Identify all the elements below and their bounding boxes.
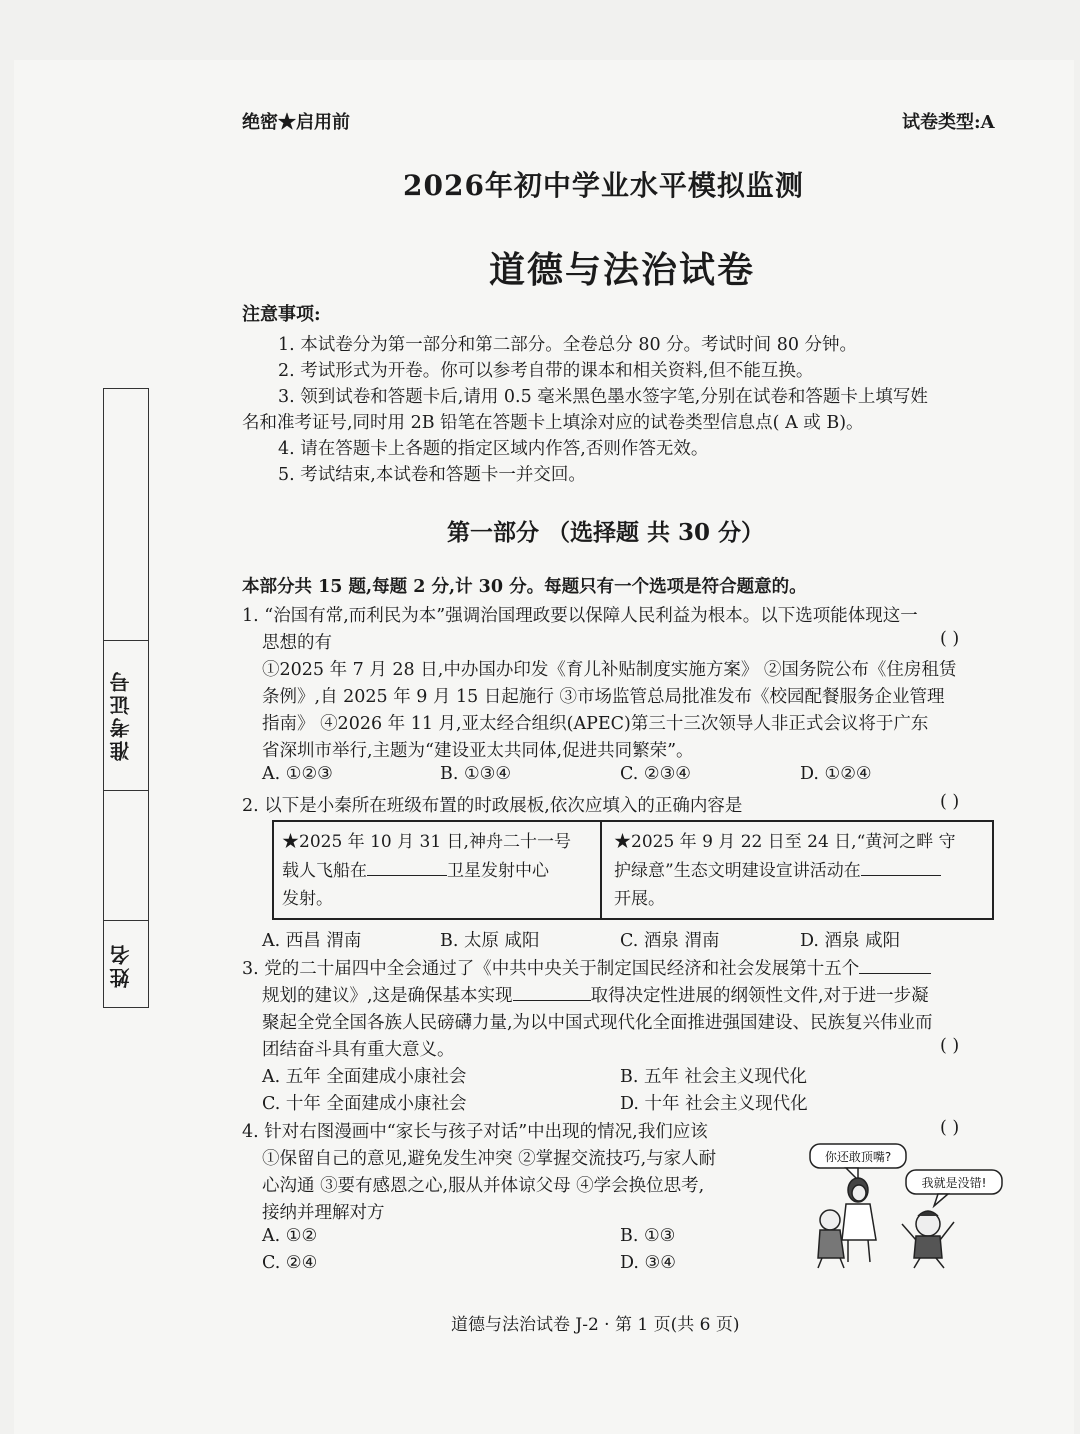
parent-speech: 你还敢顶嘴? (824, 1150, 892, 1164)
q1-stem: 思想的有 (262, 633, 332, 653)
fill-blank (861, 875, 941, 876)
exam-id-label: 准考证号 (109, 669, 133, 761)
notice-heading: 注意事项: (242, 304, 321, 325)
q4-body: ①保留自己的意见,避免发生冲突 ②掌握交流技巧,与家人耐 (262, 1149, 717, 1169)
q1-body: 条例》,自 2025 年 9 月 15 日起施行 ③市场监管总局批准发布《校园配餐服务企业管理 (262, 687, 945, 707)
q4-body: 接纳并理解对方 (262, 1203, 385, 1223)
page-footer: 道德与法治试卷 J-2 · 第 1 页(共 6 页) (451, 1315, 740, 1335)
cartoon-illustration (806, 1140, 1006, 1270)
binding-divider (103, 920, 149, 921)
q4-body: 心沟通 ③要有感恩之心,服从并体谅父母 ④学会换位思考, (262, 1176, 705, 1196)
q1-option-d: D. ①②④ (800, 764, 872, 784)
q3-option-b: B. 五年 社会主义现代化 (620, 1067, 808, 1087)
part1-intro: 本部分共 15 题,每题 2 分,计 30 分。每题只有一个选项是符合题意的。 (242, 577, 807, 597)
exam-title: 2026年初中学业水平模拟监测 (403, 169, 804, 202)
q1-stem: 1. “治国有常,而利民为本”强调治国理政要以保障人民利益为根本。以下选项能体现这一 (242, 606, 918, 626)
q1-body: 指南》 ④2026 年 11 月,亚太经合组织(APEC)第三十三次领导人非正式会议将于广东 (262, 714, 929, 734)
q2-left-cell-line: 载人飞船在 卫星发射中心 (282, 861, 549, 881)
q4-option-a: A. ①② (262, 1226, 318, 1246)
binding-divider (103, 640, 149, 641)
fill-blank (367, 875, 447, 876)
q4-option-d: D. ③④ (620, 1253, 676, 1273)
q3-stem: 聚起全党全国各族人民磅礴力量,为以中国式现代化全面推进强国建设、民族复兴伟业而 (262, 1013, 933, 1033)
q1-option-b: B. ①③④ (440, 764, 512, 784)
confidential-mark: 绝密★启用前 (242, 112, 350, 133)
answer-paren: ( ) (940, 792, 960, 812)
q3-option-d: D. 十年 社会主义现代化 (620, 1094, 808, 1114)
q1-body: 省深圳市举行,主题为“建设亚太共同体,促进共同繁荣”。 (262, 741, 694, 761)
notice-item: 名和准考证号,同时用 2B 铅笔在答题卡上填涂对应的试卷类型信息点( A 或 B)。 (242, 413, 864, 433)
q2-left-cell-line: ★2025 年 10 月 31 日,神舟二十一号 (282, 832, 571, 852)
answer-paren: ( ) (940, 1036, 960, 1056)
child-speech: 我就是没错! (921, 1176, 987, 1190)
part1-heading: 第一部分 （选择题 共 30 分） (447, 519, 765, 546)
notice-item: 4. 请在答题卡上各题的指定区域内作答,否则作答无效。 (278, 439, 709, 459)
q2-board-divider (600, 820, 602, 918)
q2-right-cell-line: 护绿意”生态文明建设宣讲活动在 (614, 857, 941, 886)
fill-blank (859, 973, 931, 974)
q4-cartoon (806, 1140, 1006, 1270)
q4-option-c: C. ②④ (262, 1253, 318, 1273)
q3-option-c: C. 十年 全面建成小康社会 (262, 1094, 467, 1114)
parent-figure (842, 1178, 876, 1262)
parent-figure-2 (818, 1210, 844, 1268)
child-figure (902, 1211, 954, 1268)
binding-divider (103, 790, 149, 791)
answer-paren: ( ) (940, 1118, 960, 1138)
q3-option-a: A. 五年 全面建成小康社会 (262, 1067, 467, 1087)
q2-option-a: A. 西昌 渭南 (262, 931, 362, 951)
q3-stem: 规划的建议》,这是确保基本实现 取得决定性进展的纲领性文件,对于进一步凝 (262, 986, 929, 1006)
q2-right-cell-line: ★2025 年 9 月 22 日至 24 日,“黄河之畔 守 (614, 832, 956, 852)
fill-blank (513, 1000, 591, 1001)
q1-option-c: C. ②③④ (620, 764, 691, 784)
paper-type: 试卷类型:A (902, 112, 995, 133)
q4-stem: 4. 针对右图漫画中“家长与孩子对话”中出现的情况,我们应该 (242, 1122, 708, 1142)
q3-stem: 团结奋斗具有重大意义。 (262, 1040, 455, 1060)
q2-stem: 2. 以下是小秦所在班级布置的时政展板,依次应填入的正确内容是 (242, 796, 743, 816)
q2-option-b: B. 太原 咸阳 (440, 931, 540, 951)
notice-item: 3. 领到试卷和答题卡后,请用 0.5 毫米黑色墨水签字笔,分别在试卷和答题卡上填写姓 (278, 387, 928, 407)
subject-title: 道德与法治试卷 (489, 249, 756, 291)
q2-right-cell-line: 开展。 (614, 889, 665, 909)
q4-option-b: B. ①③ (620, 1226, 676, 1246)
q1-option-a: A. ①②③ (262, 764, 333, 784)
answer-paren: ( ) (940, 629, 960, 649)
name-label: 姓名 (109, 942, 133, 988)
q2-option-d: D. 酒泉 咸阳 (800, 931, 901, 951)
notice-item: 2. 考试形式为开卷。你可以参考自带的课本和相关资料,但不能互换。 (278, 361, 814, 381)
q2-option-c: C. 酒泉 渭南 (620, 931, 720, 951)
q1-body: ①2025 年 7 月 28 日,中办国办印发《育儿补贴制度实施方案》 ②国务院公布《住房租赁 (262, 660, 957, 680)
notice-item: 5. 考试结束,本试卷和答题卡一并交回。 (278, 465, 586, 485)
q3-stem: 3. 党的二十届四中全会通过了《中共中央关于制定国民经济和社会发展第十五个 (242, 955, 931, 980)
q2-left-cell-line: 发射。 (282, 889, 333, 909)
notice-item: 1. 本试卷分为第一部分和第二部分。全卷总分 80 分。考试时间 80 分钟。 (278, 335, 858, 355)
